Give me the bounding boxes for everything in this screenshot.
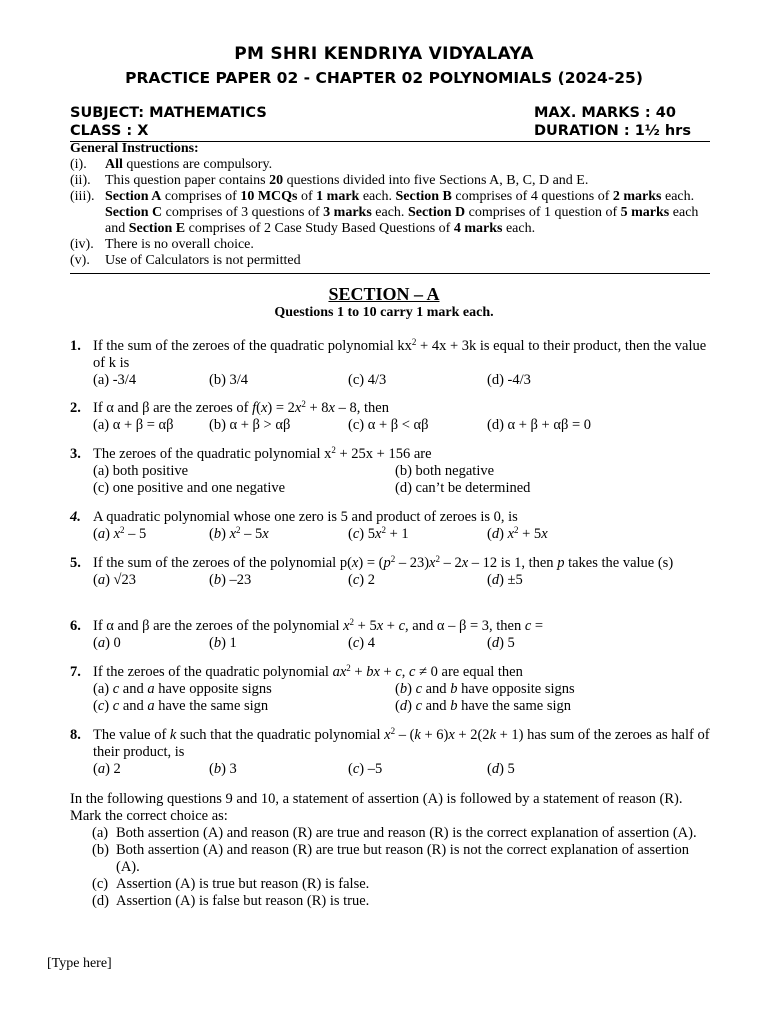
max-marks-label: MAX. MARKS : 40 <box>534 105 676 121</box>
question-number: 2. <box>70 400 81 416</box>
question-number: 4. <box>70 509 81 525</box>
option-d: (d) can’t be determined <box>395 480 531 496</box>
question-options <box>93 372 710 389</box>
option-b: (b) both negative <box>395 463 495 479</box>
general-instructions <box>70 141 710 269</box>
question-text: If α and β are the zeroes of the polynomial $x^2 + 5x + c$, and α – β = 3, then c = <box>93 617 544 634</box>
ar-option <box>70 876 710 893</box>
class-label: CLASS : X <box>70 123 149 139</box>
option-c: (c) $5x^2 + 1$ <box>348 525 409 542</box>
option-a: (a) α + β = αβ <box>93 417 174 433</box>
option-a: (a) c and a have opposite signs <box>93 681 272 697</box>
question-text: A quadratic polynomial whose one zero is 5 and product of zeroes is 0, is <box>93 509 518 525</box>
option-d: (d) $x^2 + 5x$ <box>487 525 548 542</box>
question-3 <box>70 446 710 497</box>
option-a: (a) 2 <box>93 761 121 777</box>
ar-option-text: Assertion (A) is true but reason (R) is false. <box>116 876 370 892</box>
option-d: (d) 5 <box>487 761 515 777</box>
instruction-text: There is no overall choice. <box>105 237 254 252</box>
instruction-number: (v). <box>70 253 90 268</box>
ar-option-label: (b) <box>92 842 109 858</box>
option-b: (b) 1 <box>209 635 237 651</box>
school-name: PM SHRI KENDRIYA VIDYALAYA <box>234 44 534 64</box>
meta-row-subject <box>70 105 710 121</box>
option-a: (a) $x^2 - 5$ <box>93 525 147 542</box>
question-2 <box>70 400 710 434</box>
option-d: (d) -4/3 <box>487 372 531 388</box>
question-1 <box>70 338 710 389</box>
ar-option <box>70 893 710 910</box>
question-7 <box>70 664 710 715</box>
instruction-item <box>70 237 710 253</box>
instruction-number: (i). <box>70 157 87 172</box>
option-b: (b) α + β > αβ <box>209 417 291 433</box>
question-text: If the sum of the zeroes of the quadratic polynomial $kx^2 + 4x + 3k$ is equal to their product, then the value of k is <box>93 337 707 371</box>
meta-row-class <box>70 123 710 139</box>
ar-option-text: Assertion (A) is false but reason (R) is true. <box>116 893 370 909</box>
section-subtitle: Questions 1 to 10 carry 1 mark each. <box>274 305 494 320</box>
instruction-item: (ii). This question paper contains 20 questions divided into five Sections A, B, C, D and E. <box>70 173 589 188</box>
option-c: (c) 4/3 <box>348 372 387 388</box>
option-c: (c) –5 <box>348 761 383 777</box>
instruction-item <box>70 253 710 269</box>
section-title: SECTION – A <box>328 284 440 304</box>
option-d: (d) ±5 <box>487 572 523 588</box>
question-4 <box>70 509 710 543</box>
ar-option-text: Both assertion (A) and reason (R) are true but reason (R) is not the correct explanation of assertion (A). <box>116 842 689 875</box>
question-text: If α and β are the zeroes of $f(x) = 2x^2 + 8x - 8$, then <box>93 399 389 416</box>
option-b: (b) 3 <box>209 761 237 777</box>
question-number: 3. <box>70 446 81 462</box>
ar-option-label: (d) <box>92 893 109 909</box>
ar-option <box>70 825 710 842</box>
instruction-item: (iii). Section A comprises of 10 MCQs of 1 mark each. Section B comprises of 4 questions of 2 marks each. Section C comprises of 3 questions of 3 marks each. Section D comprises of 1 question of 5 marks each and Section E comprises of 2 Case Study Based Questions of 4 marks each. <box>70 189 699 236</box>
question-5 <box>70 555 710 589</box>
question-options <box>93 526 710 543</box>
ar-option-label: (c) <box>92 876 109 892</box>
question-options <box>93 417 710 434</box>
option-a: (a) both positive <box>93 463 189 479</box>
option-b: (b) 3/4 <box>209 372 249 388</box>
question-options <box>93 463 710 480</box>
question-options <box>93 480 710 497</box>
question-6 <box>70 618 710 652</box>
question-text: If the sum of the zeroes of the polynomial $p(x) = (p^2 - 23)x^2 - 2x - 12$ is 1, then p takes the value (s) <box>93 554 674 571</box>
ar-option <box>70 842 710 876</box>
question-8 <box>70 727 710 778</box>
ar-option-label: (a) <box>92 825 109 841</box>
question-text: The zeroes of the quadratic polynomial $x^2 + 25x + 156$ are <box>93 445 432 462</box>
question-number: 1. <box>70 338 81 354</box>
instruction-number: (ii). <box>70 173 91 188</box>
question-options <box>93 681 710 698</box>
paper-title: PRACTICE PAPER 02 - CHAPTER 02 POLYNOMIALS (2024-25) <box>125 69 643 87</box>
question-number: 6. <box>70 618 81 634</box>
instruction-item: (i). All questions are compulsory. <box>70 157 273 172</box>
option-d: (d) c and b have the same sign <box>395 698 571 714</box>
instruction-number: (iv). <box>70 237 94 252</box>
question-text: If the zeroes of the quadratic polynomial $ax^2$ + bx + c, c ≠ 0 are equal then <box>93 663 523 680</box>
option-d: (d) α + β + αβ = 0 <box>487 417 592 433</box>
option-b: (b) c and b have opposite signs <box>395 681 575 697</box>
question-number: 5. <box>70 555 81 571</box>
option-d: (d) 5 <box>487 635 515 651</box>
question-options <box>93 698 710 715</box>
subject-label: SUBJECT: MATHEMATICS <box>70 105 267 121</box>
assertion-reason-block <box>70 791 710 910</box>
instruction-text: Use of Calculators is not permitted <box>105 253 301 268</box>
question-number: 7. <box>70 664 81 680</box>
ar-option-text: Both assertion (A) and reason (R) are true and reason (R) is the correct explanation of assertion (A). <box>116 825 697 841</box>
option-c: (c) c and a have the same sign <box>93 698 269 714</box>
option-a: (a) -3/4 <box>93 372 137 388</box>
duration-label: DURATION : 1½ hrs <box>534 123 691 139</box>
option-a: (a) √23 <box>93 572 137 588</box>
question-options <box>93 572 710 589</box>
question-options <box>93 761 710 778</box>
instructions-divider <box>70 273 710 274</box>
question-options <box>93 635 710 652</box>
option-c: (c) α + β < αβ <box>348 417 429 433</box>
option-c: (c) 4 <box>348 635 375 651</box>
footer-placeholder[interactable]: [Type here] <box>47 956 112 971</box>
question-text: The value of k such that the quadratic polynomial $x^2 - (k + 6)x + 2(2k + 1)$ has sum of the zeroes as half of their product, is <box>93 726 710 760</box>
option-a: (a) 0 <box>93 635 121 651</box>
option-c: (c) one positive and one negative <box>93 480 286 496</box>
instruction-number: (iii). <box>70 189 95 204</box>
question-number: 8. <box>70 727 81 743</box>
instructions-heading: General Instructions: <box>70 141 199 156</box>
option-b: (b) $x^2 - 5x$ <box>209 525 269 542</box>
option-b: (b) –23 <box>209 572 252 588</box>
assertion-reason-intro: In the following questions 9 and 10, a statement of assertion (A) is followed by a statement of reason (R). Mark the correct choice as: <box>70 791 683 824</box>
option-c: (c) 2 <box>348 572 375 588</box>
